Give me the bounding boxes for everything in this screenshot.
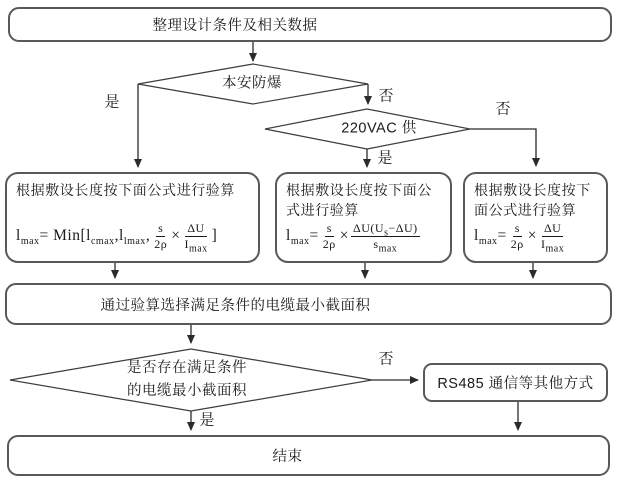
calc-box-3 [463, 172, 608, 263]
rs485-box [423, 363, 608, 402]
end-box-label: 结束 [272, 449, 303, 465]
calc-box-2 [275, 172, 452, 263]
calc-box-2-title: 根据敷设长度按下面公式进行验算 [286, 182, 432, 219]
start-box [8, 7, 612, 42]
edge-label-d3-yes: 是 [199, 411, 215, 429]
edge-label-d1-yes: 是 [104, 93, 120, 111]
decision-min-section-line1: 是否存在满足条件 [127, 359, 247, 376]
edge-label-d1-no: 否 [378, 87, 394, 105]
calc-box-2-formula: $l_{max}$ = $\frac{s}{2\rho}$ × $\frac{\Delta U(U_s-\Delta U)}{s_{max}}$ [286, 221, 418, 254]
decision-220vac-label: 220VAC 供 [341, 120, 417, 137]
calc-box-3-formula: $l_{max}$ = $\frac{s}{2\rho}$ × $\frac{\Delta U}{I_{max}}$ [474, 221, 565, 254]
edge-label-d3-no: 否 [378, 350, 394, 368]
calc-box-1-formula: $l_{max}$ = Min[ $l_{cmax}$ , $l_{lmax}$ , $\frac{s}{2\rho}$ × $\frac{\Delta U}{I_{max}}$ ] [16, 221, 218, 254]
start-box-label: 整理设计条件及相关数据 [152, 18, 318, 34]
select-box [5, 283, 612, 325]
end-box [7, 435, 610, 476]
decision-min-section-line2: 的电缆最小截面积 [127, 383, 247, 399]
rs485-box-label: RS485 通信等其他方式 [437, 376, 594, 392]
calc-box-1-title: 根据敷设长度按下面公式进行验算 [16, 182, 235, 198]
calc-box-1 [5, 172, 260, 263]
edge-d2-no [470, 129, 536, 166]
decision-intrinsic-safety-label: 本安防爆 [222, 75, 282, 92]
select-box-label: 通过验算选择满足条件的电缆最小截面积 [100, 297, 371, 314]
calc-box-3-title: 根据敷设长度按下面公式进行验算 [474, 182, 591, 219]
decision-min-section-label [127, 357, 247, 403]
edge-label-d2-yes: 是 [377, 149, 393, 167]
edge-label-d2-no: 否 [495, 100, 511, 118]
